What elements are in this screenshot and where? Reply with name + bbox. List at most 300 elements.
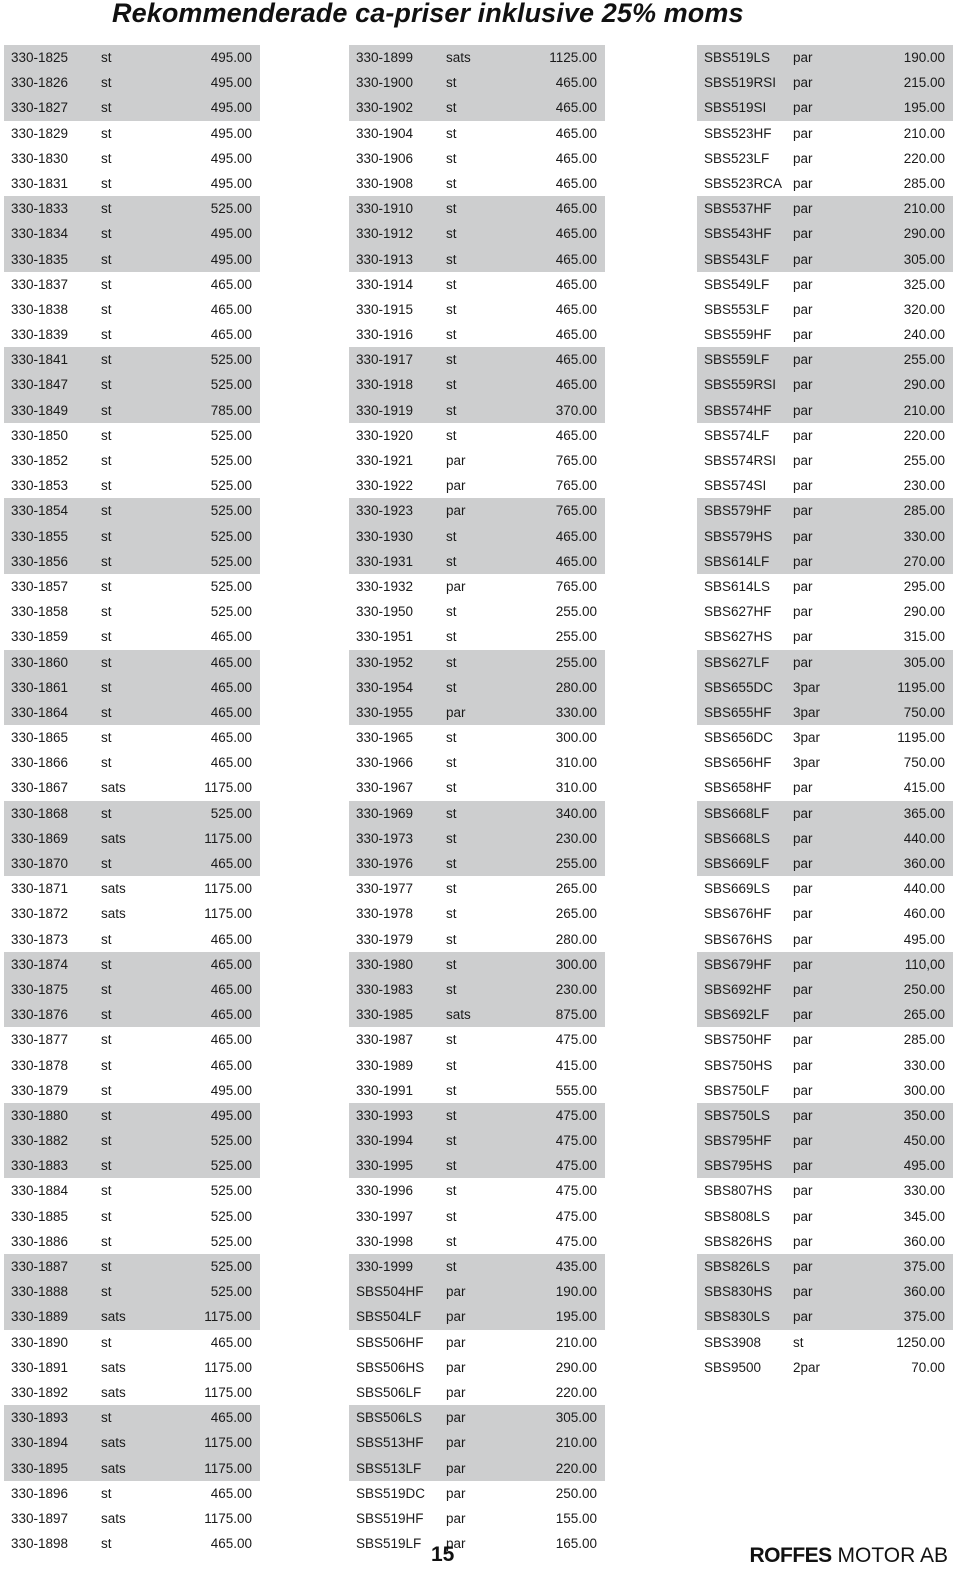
- unit: par: [446, 1334, 466, 1350]
- part-number: 330-1993: [356, 1107, 414, 1123]
- table-row: [697, 1204, 953, 1229]
- table-row: [349, 1002, 605, 1027]
- unit: st: [101, 1284, 112, 1300]
- price: 310.00: [555, 755, 597, 771]
- price: 250.00: [555, 1485, 597, 1501]
- price: 285.00: [903, 1032, 945, 1048]
- part-number: 330-1887: [11, 1259, 69, 1274]
- part-number: 330-1896: [11, 1485, 69, 1501]
- unit: st: [446, 780, 457, 796]
- part-number: 330-1920: [356, 427, 414, 443]
- unit: st: [101, 226, 112, 242]
- part-number: 330-1932: [356, 578, 414, 594]
- price-column-3: [697, 45, 953, 1380]
- table-row: [349, 398, 605, 423]
- part-number: SBS669LS: [704, 881, 771, 897]
- unit: st: [446, 251, 457, 267]
- table-row: [4, 70, 260, 95]
- table-row: [349, 1380, 605, 1405]
- unit: st: [101, 578, 112, 594]
- part-number: SBS579HF: [704, 503, 772, 519]
- table-row: [349, 977, 605, 1002]
- unit: par: [793, 251, 813, 267]
- table-row: [697, 1002, 953, 1027]
- unit: par: [446, 1309, 466, 1325]
- table-row: [697, 347, 953, 372]
- price: 525.00: [210, 1284, 252, 1300]
- unit: sats: [446, 50, 471, 65]
- part-number: 330-1884: [11, 1183, 69, 1199]
- unit: par: [793, 1309, 813, 1325]
- part-number: 330-1883: [11, 1158, 69, 1174]
- price: 465.00: [210, 1057, 252, 1073]
- price: 465.00: [210, 755, 252, 771]
- price: 270.00: [903, 553, 945, 569]
- unit: par: [446, 1384, 466, 1400]
- part-number: 330-1892: [11, 1384, 69, 1400]
- table-row: [4, 171, 260, 196]
- price: 555.00: [555, 1082, 597, 1098]
- unit: st: [101, 301, 112, 317]
- part-number: 330-1906: [356, 150, 414, 166]
- part-number: 330-1894: [11, 1435, 69, 1451]
- price: 1125.00: [549, 50, 597, 65]
- part-number: SBS513HF: [356, 1435, 424, 1451]
- table-row: [349, 624, 605, 649]
- table-row: [4, 1330, 260, 1355]
- price: 290.00: [903, 377, 945, 393]
- part-number: 330-1861: [11, 679, 69, 695]
- table-row: [349, 121, 605, 146]
- table-row: [697, 423, 953, 448]
- price: 210.00: [903, 125, 945, 141]
- part-number: SBS519DC: [356, 1485, 426, 1501]
- table-row: [4, 1153, 260, 1178]
- unit: st: [446, 1259, 457, 1274]
- part-number: 330-1914: [356, 276, 414, 292]
- table-row: [349, 599, 605, 624]
- unit: par: [793, 402, 813, 418]
- price: 465.00: [555, 100, 597, 116]
- unit: st: [101, 730, 112, 746]
- table-row: [349, 775, 605, 800]
- brand-logo: [750, 1544, 948, 1568]
- table-row: [697, 1229, 953, 1254]
- table-row: [4, 196, 260, 221]
- table-row: [349, 473, 605, 498]
- unit: st: [101, 981, 112, 997]
- table-row: [4, 1103, 260, 1128]
- unit: st: [446, 730, 457, 746]
- table-row: [349, 1481, 605, 1506]
- unit: st: [101, 755, 112, 771]
- table-row: [4, 1027, 260, 1052]
- unit: 3par: [793, 704, 821, 720]
- unit: st: [446, 1158, 457, 1174]
- part-number: 330-1827: [11, 100, 69, 116]
- unit: par: [793, 276, 813, 292]
- unit: st: [446, 1057, 457, 1073]
- price: 435.00: [555, 1259, 597, 1274]
- unit: st: [446, 327, 457, 343]
- price: 465.00: [555, 150, 597, 166]
- table-row: [349, 675, 605, 700]
- price: 525.00: [210, 1259, 252, 1274]
- unit: st: [446, 301, 457, 317]
- table-row: [4, 1053, 260, 1078]
- unit: st: [446, 755, 457, 771]
- table-row: [4, 423, 260, 448]
- table-row: [697, 901, 953, 926]
- unit: st: [101, 1536, 112, 1552]
- price: 110,00: [904, 956, 945, 972]
- unit: par: [446, 1435, 466, 1451]
- part-number: 330-1915: [356, 301, 414, 317]
- table-row: [4, 1355, 260, 1380]
- price: 465.00: [210, 654, 252, 670]
- unit: st: [101, 503, 112, 519]
- table-row: [4, 1229, 260, 1254]
- table-row: [4, 498, 260, 523]
- price: 240.00: [903, 327, 945, 343]
- part-number: 330-1931: [356, 553, 414, 569]
- price: 475.00: [555, 1032, 597, 1048]
- price: 300.00: [555, 956, 597, 972]
- table-row: [4, 750, 260, 775]
- price: 495.00: [210, 1082, 252, 1098]
- part-number: 330-1872: [11, 906, 69, 922]
- price: 495.00: [210, 75, 252, 91]
- part-number: SBS830LS: [704, 1309, 771, 1325]
- price: 1175.00: [204, 881, 252, 897]
- unit: st: [101, 528, 112, 544]
- unit: st: [101, 201, 112, 217]
- part-number: SBS692HF: [704, 981, 772, 997]
- price: 375.00: [903, 1309, 945, 1325]
- table-row: [349, 574, 605, 599]
- unit: st: [101, 1410, 112, 1426]
- table-row: [697, 70, 953, 95]
- table-row: [697, 247, 953, 272]
- unit: st: [101, 100, 112, 116]
- table-row: [4, 1254, 260, 1279]
- price: 300.00: [555, 730, 597, 746]
- table-row: [349, 801, 605, 826]
- unit: st: [101, 1208, 112, 1224]
- part-number: 330-1998: [356, 1233, 414, 1249]
- part-number: 330-1870: [11, 856, 69, 871]
- table-row: [4, 775, 260, 800]
- price: 195.00: [903, 100, 945, 116]
- table-row: [4, 1204, 260, 1229]
- unit: st: [101, 50, 112, 65]
- price: 360.00: [903, 1284, 945, 1300]
- price: 230.00: [903, 478, 945, 494]
- part-number: SBS826HS: [704, 1233, 773, 1249]
- part-number: SBS627LF: [704, 654, 770, 670]
- unit: st: [446, 553, 457, 569]
- price: 465.00: [210, 1536, 252, 1552]
- price: 465.00: [555, 553, 597, 569]
- price: 495.00: [210, 100, 252, 116]
- price: 365.00: [903, 805, 945, 821]
- table-row: [697, 725, 953, 750]
- part-number: 330-1976: [356, 856, 414, 871]
- part-number: 330-1826: [11, 75, 69, 91]
- price: 525.00: [210, 1208, 252, 1224]
- part-number: SBS506HF: [356, 1334, 424, 1350]
- table-row: [4, 574, 260, 599]
- unit: sats: [101, 1510, 126, 1526]
- table-row: [4, 1430, 260, 1455]
- unit: st: [446, 75, 457, 91]
- unit: par: [793, 1057, 813, 1073]
- part-number: 330-1910: [356, 201, 414, 217]
- table-row: [697, 549, 953, 574]
- part-number: SBS519RSI: [704, 75, 777, 91]
- unit: st: [446, 805, 457, 821]
- table-row: [349, 952, 605, 977]
- part-number: SBS826LS: [704, 1259, 771, 1274]
- price: 285.00: [903, 175, 945, 191]
- price: 280.00: [555, 931, 597, 947]
- part-number: 330-1857: [11, 578, 69, 594]
- unit: par: [793, 1233, 813, 1249]
- unit: st: [101, 175, 112, 191]
- part-number: SBS669LF: [704, 856, 770, 871]
- unit: par: [793, 604, 813, 620]
- price: 230.00: [555, 830, 597, 846]
- part-number: 330-1967: [356, 780, 414, 796]
- part-number: SBS543LF: [704, 251, 770, 267]
- unit: st: [446, 629, 457, 645]
- unit: st: [446, 377, 457, 393]
- table-row: [4, 297, 260, 322]
- price: 265.00: [555, 906, 597, 922]
- price: 750.00: [903, 755, 945, 771]
- price: 460.00: [903, 906, 945, 922]
- part-number: SBS807HS: [704, 1183, 773, 1199]
- table-row: [4, 1456, 260, 1481]
- price: 1175.00: [204, 1510, 252, 1526]
- table-row: [4, 624, 260, 649]
- unit: st: [446, 1133, 457, 1149]
- table-row: [349, 1229, 605, 1254]
- table-row: [697, 977, 953, 1002]
- price: 255.00: [903, 352, 945, 368]
- table-row: [697, 272, 953, 297]
- table-row: [4, 801, 260, 826]
- price: 255.00: [903, 453, 945, 468]
- part-number: 330-1987: [356, 1032, 414, 1048]
- price: 440.00: [903, 881, 945, 897]
- table-row: [4, 1506, 260, 1531]
- part-number: 330-1868: [11, 805, 69, 821]
- price: 525.00: [210, 1233, 252, 1249]
- part-number: SBS656HF: [704, 755, 772, 771]
- table-row: [697, 121, 953, 146]
- table-row: [349, 901, 605, 926]
- part-number: 330-1954: [356, 679, 414, 695]
- part-number: SBS655HF: [704, 704, 772, 720]
- part-number: 330-1965: [356, 730, 414, 746]
- part-number: 330-1837: [11, 276, 69, 292]
- price: 305.00: [903, 251, 945, 267]
- unit: st: [101, 150, 112, 166]
- table-row: [349, 851, 605, 876]
- unit: par: [793, 1133, 813, 1149]
- part-number: SBS504HF: [356, 1284, 424, 1300]
- price: 450.00: [903, 1133, 945, 1149]
- table-row: [4, 398, 260, 423]
- price: 765.00: [555, 453, 597, 468]
- part-number: 330-1849: [11, 402, 69, 418]
- price: 330.00: [555, 704, 597, 720]
- unit: st: [446, 1082, 457, 1098]
- unit: st: [446, 830, 457, 846]
- brand-name-bold: ROFFES: [749, 1544, 832, 1567]
- price: 465.00: [210, 679, 252, 695]
- price: 290.00: [903, 604, 945, 620]
- unit: sats: [101, 1435, 126, 1451]
- table-row: [697, 146, 953, 171]
- price: 1175.00: [204, 1435, 252, 1451]
- unit: st: [101, 75, 112, 91]
- unit: st: [101, 1057, 112, 1073]
- unit: st: [101, 453, 112, 468]
- table-row: [349, 196, 605, 221]
- price: 1175.00: [204, 1309, 252, 1325]
- price: 465.00: [555, 75, 597, 91]
- unit: st: [446, 125, 457, 141]
- part-number: 330-1831: [11, 175, 69, 191]
- price: 765.00: [555, 478, 597, 494]
- part-number: 330-1829: [11, 125, 69, 141]
- part-number: 330-1877: [11, 1032, 69, 1048]
- price: 375.00: [903, 1259, 945, 1274]
- part-number: SBS656DC: [704, 730, 774, 746]
- price: 255.00: [555, 856, 597, 871]
- table-row: [349, 1531, 605, 1556]
- unit: par: [793, 75, 813, 91]
- part-number: 330-1978: [356, 906, 414, 922]
- part-number: 330-1973: [356, 830, 414, 846]
- unit: par: [793, 301, 813, 317]
- price: 465.00: [555, 427, 597, 443]
- unit: par: [446, 1510, 466, 1526]
- part-number: 330-1955: [356, 704, 414, 720]
- table-row: [697, 851, 953, 876]
- table-row: [697, 1330, 953, 1355]
- unit: par: [446, 453, 466, 468]
- price: 210.00: [555, 1435, 597, 1451]
- price: 525.00: [210, 352, 252, 368]
- part-number: SBS519HF: [356, 1510, 424, 1526]
- part-number: SBS808LS: [704, 1208, 771, 1224]
- price: 475.00: [555, 1208, 597, 1224]
- unit: 3par: [793, 755, 821, 771]
- part-number: SBS559RSI: [704, 377, 777, 393]
- price: 210.00: [903, 201, 945, 217]
- part-number: 330-1875: [11, 981, 69, 997]
- table-row: [349, 45, 605, 70]
- table-row: [4, 1128, 260, 1153]
- part-number: 330-1930: [356, 528, 414, 544]
- unit: par: [446, 1460, 466, 1476]
- price: 1195.00: [897, 730, 945, 746]
- part-number: SBS506LS: [356, 1410, 423, 1426]
- unit: st: [101, 679, 112, 695]
- part-number: SBS668LS: [704, 830, 771, 846]
- unit: st: [446, 352, 457, 368]
- unit: par: [793, 175, 813, 191]
- table-row: [4, 322, 260, 347]
- unit: par: [793, 1007, 813, 1023]
- part-number: 330-1900: [356, 75, 414, 91]
- unit: st: [101, 276, 112, 292]
- part-number: SBS549LF: [704, 276, 770, 292]
- price: 320.00: [903, 301, 945, 317]
- part-number: SBS579HS: [704, 528, 773, 544]
- table-row: [349, 70, 605, 95]
- table-row: [349, 221, 605, 246]
- part-number: SBS574LF: [704, 427, 770, 443]
- price-column-2: [349, 45, 605, 1556]
- table-row: [349, 650, 605, 675]
- price: 330.00: [903, 528, 945, 544]
- table-row: [697, 826, 953, 851]
- unit: st: [101, 1032, 112, 1048]
- price: 330.00: [903, 1057, 945, 1073]
- unit: par: [793, 50, 813, 65]
- table-row: [4, 851, 260, 876]
- part-number: 330-1880: [11, 1107, 69, 1123]
- unit: par: [793, 981, 813, 997]
- table-row: [349, 549, 605, 574]
- price: 255.00: [555, 654, 597, 670]
- table-row: [4, 524, 260, 549]
- part-number: SBS519SI: [704, 100, 767, 116]
- table-row: [697, 1178, 953, 1203]
- part-number: SBS513LF: [356, 1460, 422, 1476]
- part-number: 330-1997: [356, 1208, 414, 1224]
- unit: par: [793, 856, 813, 871]
- unit: sats: [446, 1007, 471, 1023]
- part-number: SBS668LF: [704, 805, 770, 821]
- price: 465.00: [555, 301, 597, 317]
- table-row: [349, 347, 605, 372]
- unit: par: [793, 780, 813, 796]
- price: 525.00: [210, 478, 252, 494]
- unit: par: [793, 830, 813, 846]
- part-number: 330-1921: [356, 453, 414, 468]
- price: 210.00: [555, 1334, 597, 1350]
- unit: par: [793, 805, 813, 821]
- table-row: [349, 95, 605, 120]
- unit: st: [101, 629, 112, 645]
- price: 280.00: [555, 679, 597, 695]
- part-number: SBS627HF: [704, 604, 772, 620]
- price: 525.00: [210, 553, 252, 569]
- table-row: [349, 1053, 605, 1078]
- part-number: SBS676HS: [704, 931, 773, 947]
- price: 310.00: [555, 780, 597, 796]
- price: 525.00: [210, 427, 252, 443]
- part-number: 330-1850: [11, 427, 69, 443]
- table-row: [697, 1254, 953, 1279]
- price: 465.00: [555, 377, 597, 393]
- price: 465.00: [210, 981, 252, 997]
